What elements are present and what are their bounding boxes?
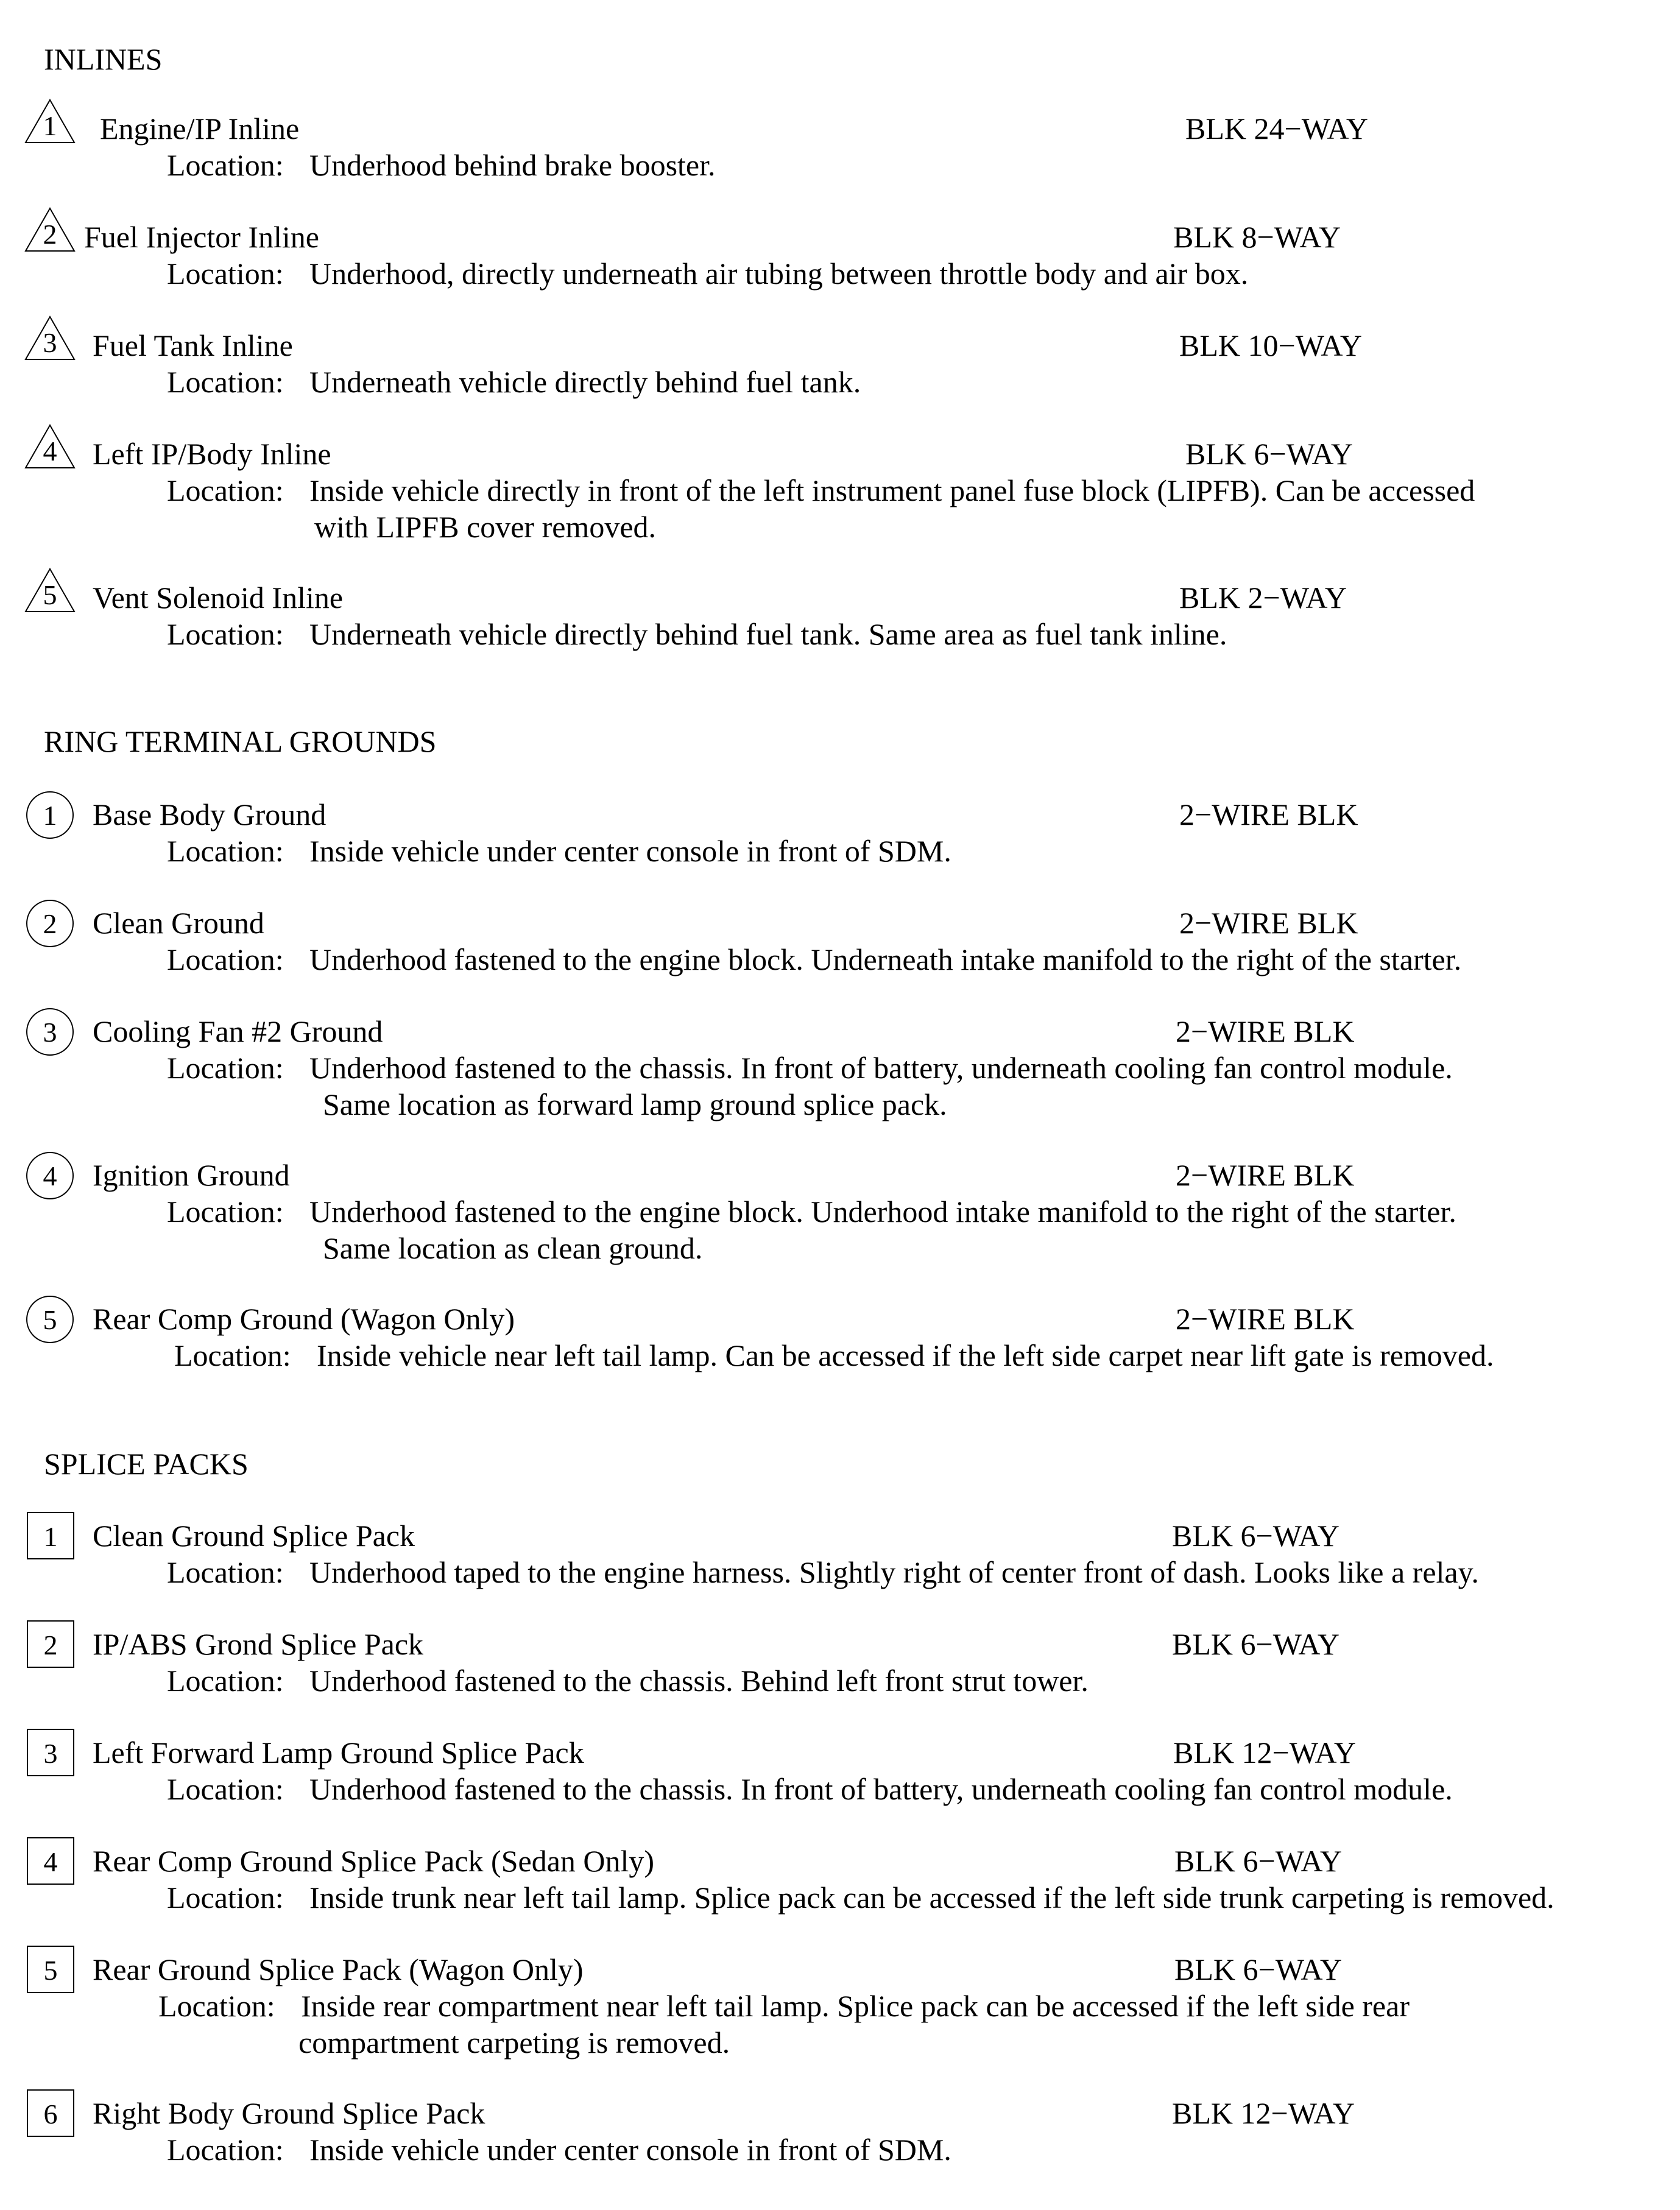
location-label: Location: xyxy=(167,148,284,182)
entry-title: Vent Solenoid Inline xyxy=(93,581,344,615)
circle-marker-icon xyxy=(26,1008,74,1056)
marker-number: 1 xyxy=(43,110,57,141)
square-marker-icon xyxy=(27,1729,74,1776)
marker-number: 2 xyxy=(43,219,57,250)
marker-number: 4 xyxy=(43,436,57,467)
location-text-continued: Same location as forward lamp ground splice pack. xyxy=(323,1087,947,1121)
marker-number: 6 xyxy=(43,2099,58,2130)
entry-title: Rear Comp Ground (Wagon Only) xyxy=(93,1302,515,1336)
connector-type: BLK 6−WAY xyxy=(1174,1952,1342,1986)
entry-title: Rear Comp Ground Splice Pack (Sedan Only) xyxy=(93,1844,655,1878)
entry-title: Base Body Ground xyxy=(93,797,326,831)
marker-number: 5 xyxy=(43,579,57,610)
connector-type: BLK 2−WAY xyxy=(1179,581,1347,615)
triangle-marker-icon xyxy=(24,424,76,469)
location-label: Location: xyxy=(167,617,284,651)
connector-type: BLK 6−WAY xyxy=(1172,1627,1339,1661)
location-text: Inside trunk near left tail lamp. Splice pack can be accessed if the left side trunk carpeting is removed. xyxy=(309,1880,1555,1915)
location-label: Location: xyxy=(167,1664,284,1698)
entry-title: Fuel Injector Inline xyxy=(84,220,319,254)
location-text: Underhood fastened to the chassis. In front of battery, underneath cooling fan control module. xyxy=(309,1051,1453,1085)
location-text: Underhood fastened to the engine block. Underneath intake manifold to the right of the starter. xyxy=(309,942,1462,976)
location-label: Location: xyxy=(167,834,284,868)
section-heading-inlines: INLINES xyxy=(44,42,163,76)
entry-title: IP/ABS Grond Splice Pack xyxy=(93,1627,424,1661)
connector-type: BLK 6−WAY xyxy=(1174,1844,1342,1878)
location-label: Location: xyxy=(167,256,284,291)
marker-number: 2 xyxy=(43,908,57,939)
marker-number: 1 xyxy=(43,800,57,831)
marker-number: 5 xyxy=(43,1304,57,1335)
location-text: Inside vehicle under center console in front of SDM. xyxy=(309,2133,951,2167)
connector-type: 2−WIRE BLK xyxy=(1176,1158,1355,1192)
entry-title: Ignition Ground xyxy=(93,1158,290,1192)
square-marker-icon xyxy=(27,1837,74,1885)
location-label: Location: xyxy=(167,1051,284,1085)
square-marker-icon xyxy=(27,1620,74,1668)
location-label: Location: xyxy=(167,1555,284,1589)
connector-type: 2−WIRE BLK xyxy=(1176,1014,1355,1048)
section-heading-splice-packs: SPLICE PACKS xyxy=(44,1447,249,1481)
square-marker-icon xyxy=(27,2089,74,2137)
location-text: Inside rear compartment near left tail lamp. Splice pack can be accessed if the left side rear xyxy=(301,1989,1410,2023)
section-heading-ring-terminal-grounds: RING TERMINAL GROUNDS xyxy=(44,724,437,758)
marker-number: 4 xyxy=(43,1160,57,1191)
location-text: Underhood, directly underneath air tubing between throttle body and air box. xyxy=(309,256,1249,291)
square-marker-icon xyxy=(27,1512,74,1559)
triangle-marker-icon xyxy=(24,568,76,613)
location-text: Underhood taped to the engine harness. Slightly right of center front of dash. Looks like a relay. xyxy=(309,1555,1479,1589)
location-text-continued: compartment carpeting is removed. xyxy=(298,2025,730,2060)
triangle-marker-icon xyxy=(24,99,76,144)
connector-type: BLK 6−WAY xyxy=(1185,437,1353,471)
location-label: Location: xyxy=(167,2133,284,2167)
circle-marker-icon xyxy=(26,791,74,839)
triangle-marker-icon xyxy=(24,316,76,361)
marker-number: 1 xyxy=(43,1521,58,1552)
circle-marker-icon xyxy=(26,899,74,948)
location-text-continued: with LIPFB cover removed. xyxy=(314,510,657,544)
entry-title: Right Body Ground Splice Pack xyxy=(93,2096,485,2130)
location-label: Location: xyxy=(167,1195,284,1229)
circle-marker-icon xyxy=(26,1295,74,1344)
circle-marker-icon xyxy=(26,1151,74,1200)
location-text: Underneath vehicle directly behind fuel tank. xyxy=(309,365,861,399)
marker-number: 3 xyxy=(43,1738,58,1769)
marker-number: 5 xyxy=(43,1955,58,1986)
entry-title: Left IP/Body Inline xyxy=(93,437,331,471)
connector-type: BLK 24−WAY xyxy=(1185,111,1368,146)
entry-title: Fuel Tank Inline xyxy=(93,328,293,362)
location-text: Underhood fastened to the chassis. Behind left front strut tower. xyxy=(309,1664,1089,1698)
marker-number: 3 xyxy=(43,327,57,358)
connector-type: 2−WIRE BLK xyxy=(1179,906,1358,940)
location-text: Underhood fastened to the chassis. In front of battery, underneath cooling fan control module. xyxy=(309,1772,1453,1806)
entry-title: Left Forward Lamp Ground Splice Pack xyxy=(93,1735,584,1770)
location-label: Location: xyxy=(167,365,284,399)
entry-title: Cooling Fan #2 Ground xyxy=(93,1014,383,1048)
marker-number: 2 xyxy=(43,1629,58,1661)
connector-type: BLK 12−WAY xyxy=(1172,2096,1355,2130)
location-text: Underneath vehicle directly behind fuel tank. Same area as fuel tank inline. xyxy=(309,617,1227,651)
entry-title: Rear Ground Splice Pack (Wagon Only) xyxy=(93,1952,584,1986)
location-label: Location: xyxy=(167,942,284,976)
connector-type: BLK 10−WAY xyxy=(1179,328,1362,362)
connector-type: BLK 12−WAY xyxy=(1173,1735,1356,1770)
location-label: Location: xyxy=(167,1772,284,1806)
location-text-continued: Same location as clean ground. xyxy=(323,1231,703,1265)
entry-title: Clean Ground Splice Pack xyxy=(93,1519,415,1553)
entry-title: Engine/IP Inline xyxy=(100,111,300,146)
location-text: Underhood behind brake booster. xyxy=(309,148,716,182)
location-label: Location: xyxy=(158,1989,275,2023)
square-marker-icon xyxy=(27,1946,74,1993)
location-text: Inside vehicle under center console in front of SDM. xyxy=(309,834,951,868)
location-text: Underhood fastened to the engine block. Underhood intake manifold to the right of the starter. xyxy=(309,1195,1456,1229)
triangle-marker-icon xyxy=(24,207,76,252)
connector-type: BLK 6−WAY xyxy=(1172,1519,1339,1553)
location-label: Location: xyxy=(167,473,284,507)
connector-type: BLK 8−WAY xyxy=(1173,220,1341,254)
location-label: Location: xyxy=(167,1880,284,1915)
connector-type: 2−WIRE BLK xyxy=(1176,1302,1355,1336)
entry-title: Clean Ground xyxy=(93,906,264,940)
marker-number: 4 xyxy=(43,1846,58,1877)
location-text: Inside vehicle directly in front of the left instrument panel fuse block (LIPFB). Can be accessed xyxy=(309,473,1475,507)
marker-number: 3 xyxy=(43,1017,57,1048)
location-label: Location: xyxy=(174,1338,291,1372)
location-text: Inside vehicle near left tail lamp. Can be accessed if the left side carpet near lift gate is removed. xyxy=(317,1338,1494,1372)
connector-type: 2−WIRE BLK xyxy=(1179,797,1358,831)
